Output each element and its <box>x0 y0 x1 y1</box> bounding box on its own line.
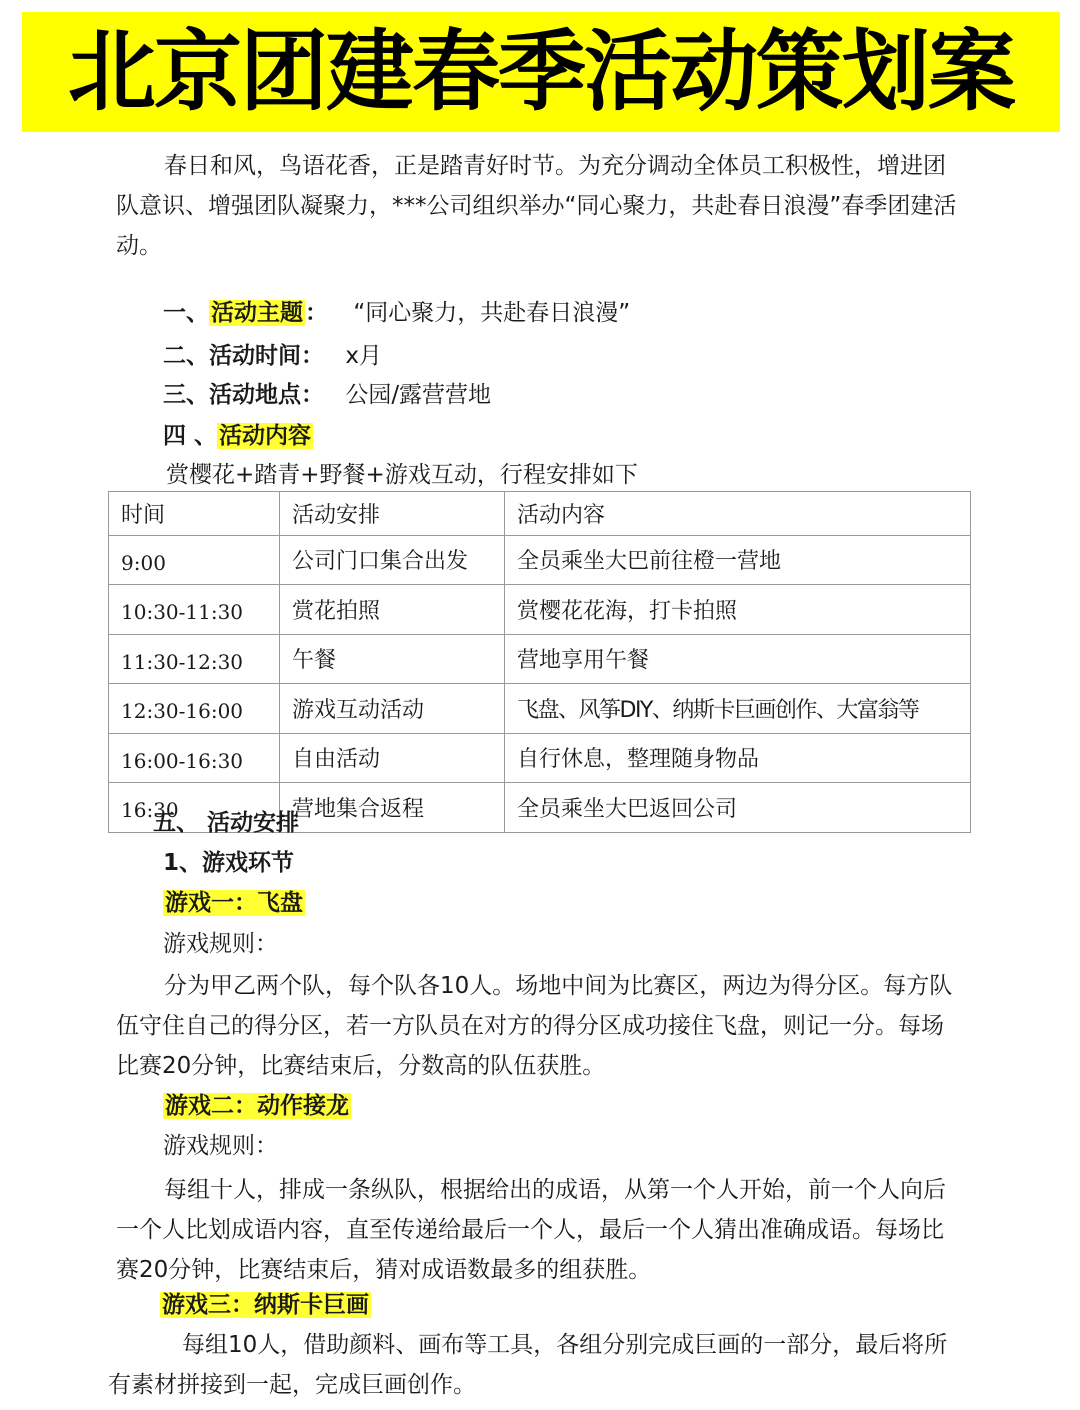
page-title: 北京团建春季活动策划案 <box>67 20 1014 123</box>
table-row <box>109 684 971 734</box>
header-time: 时间 <box>109 492 280 536</box>
table-row <box>109 634 971 684</box>
section-place-label: 三、活动地点： <box>163 382 324 408</box>
header-arrangement: 活动安排 <box>280 492 505 536</box>
section-place <box>163 379 491 411</box>
intro-paragraph: 春日和风，鸟语花香，正是踏青好时节。为充分调动全体员工积极性，增进团队意识、增强团队凝聚力，***公司组织举办“同心聚力，共赴春日浪漫”春季团建活动。 <box>116 153 957 259</box>
game1-title-line <box>163 887 305 919</box>
row-arrangement: 午餐 <box>280 634 505 684</box>
games-heading: 1、游戏环节 <box>163 850 295 876</box>
section-content-number: 四 、 <box>163 423 218 449</box>
game1-rules: 分为甲乙两个队，每个队各10人。场地中间为比赛区，两边为得分区。每方队伍守住自己的得分区，若一方队员在对方的得分区成功接住飞盘，则记一分。每场比赛20分钟，比赛结束后，分数高的队伍获胜。 <box>116 973 953 1079</box>
game2-rules-label: 游戏规则： <box>163 1133 278 1159</box>
arrangement-heading: 五、 活动安排 <box>153 810 300 836</box>
header-content: 活动内容 <box>505 492 971 536</box>
row-time: 11:30-12:30 <box>109 634 280 684</box>
section-theme-colon: ： <box>305 300 328 326</box>
table-row <box>109 535 971 585</box>
row-arrangement: 赏花拍照 <box>280 585 505 635</box>
row-time: 10:30-11:30 <box>109 585 280 635</box>
game3-title: 游戏三：纳斯卡巨画 <box>162 1292 369 1318</box>
row-time: 12:30-16:00 <box>109 684 280 734</box>
row-content: 飞盘、风筝DIY、纳斯卡巨画创作、大富翁等 <box>505 684 971 734</box>
game3-rules: 每组10人，借助颜料、画布等工具，各组分别完成巨画的一部分，最后将所有素材拼接到一起，完成巨画创作。 <box>108 1332 948 1398</box>
section-theme-highlight: 活动主题 <box>211 300 303 326</box>
game1-title: 游戏一：飞盘 <box>165 890 303 916</box>
section-time-label: 二、活动时间： <box>163 343 324 369</box>
schedule-table <box>108 491 971 833</box>
section-content <box>163 420 313 452</box>
row-content: 赏樱花花海，打卡拍照 <box>505 585 971 635</box>
section-place-value: 公园/露营营地 <box>345 382 492 408</box>
table-header-row <box>109 492 971 536</box>
section-theme-value: “同心聚力，共赴春日浪漫” <box>353 300 631 326</box>
table-row <box>109 733 971 783</box>
section-theme-number: 一、 <box>163 300 209 326</box>
row-arrangement: 自由活动 <box>280 733 505 783</box>
game1-rules-label: 游戏规则： <box>163 931 278 957</box>
row-time: 9:00 <box>109 535 280 585</box>
row-arrangement: 游戏互动活动 <box>280 684 505 734</box>
row-content: 全员乘坐大巴返回公司 <box>505 783 971 833</box>
row-content: 全员乘坐大巴前往橙一营地 <box>505 535 971 585</box>
section-time <box>163 340 382 372</box>
row-time: 16:00-16:30 <box>109 733 280 783</box>
row-content: 营地享用午餐 <box>505 634 971 684</box>
content-intro: 赏樱花+踏青+野餐+游戏互动，行程安排如下 <box>166 462 638 488</box>
row-arrangement: 公司门口集合出发 <box>280 535 505 585</box>
row-arrangement: 营地集合返程 <box>280 783 505 833</box>
game2-title-line <box>163 1090 351 1122</box>
game3-title-line <box>160 1289 371 1321</box>
section-content-highlight: 活动内容 <box>219 423 312 449</box>
game2-title: 游戏二：动作接龙 <box>165 1093 349 1119</box>
game2-rules: 每组十人，排成一条纵队，根据给出的成语，从第一个人开始，前一个人向后一个人比划成语内容，直至传递给最后一个人，最后一个人猜出准确成语。每场比赛20分钟，比赛结束后，猜对成语数最多的组获胜。 <box>116 1177 946 1283</box>
section-theme <box>163 297 630 329</box>
row-content: 自行休息，整理随身物品 <box>505 733 971 783</box>
row-time: 16:30 <box>109 783 280 833</box>
title-banner <box>22 12 1060 132</box>
section-time-value: x月 <box>345 343 382 369</box>
table-row <box>109 585 971 635</box>
